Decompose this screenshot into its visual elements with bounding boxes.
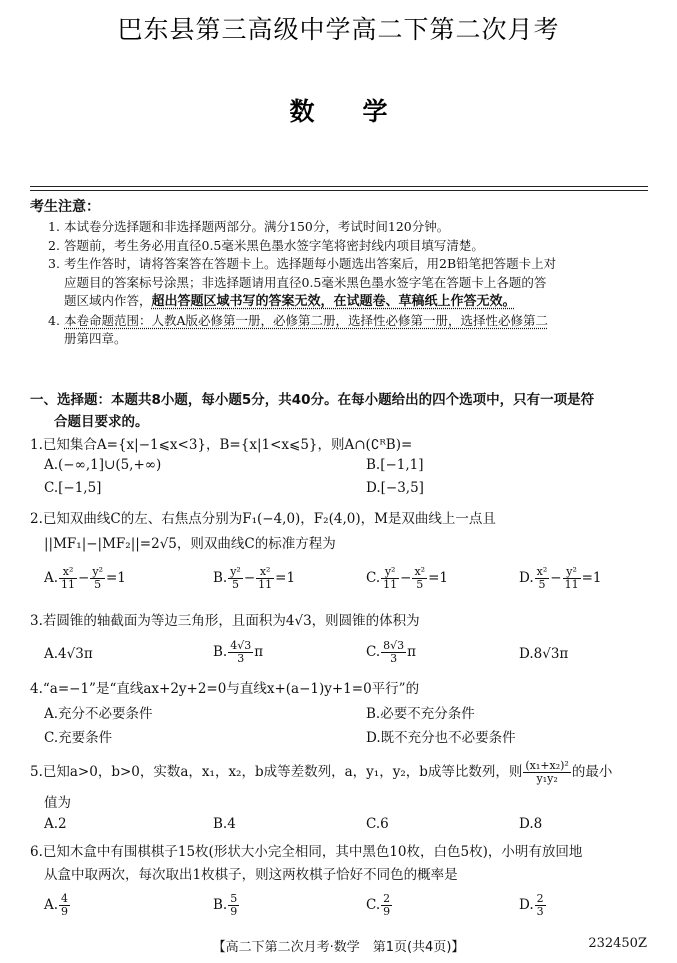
note-text: 应题目的答案标号涂黑；非选择题请用直径0.5毫米黑色墨水签字笔在答题卡上各题的答 [64,274,547,290]
note-item [48,237,658,256]
note-number: 1. [48,219,60,234]
fraction: $\frac{5}{9}$ [230,892,238,918]
question-5-option-c: C.6 [366,816,389,832]
note-number: 2. [48,237,60,253]
question-3-option-d: D.8√3π [519,646,569,662]
note-text: 册第四章。 [64,331,127,346]
question-2-option-b: B. $\frac{\text{y²}}{5}$ − $\frac{\text{x²}}{11}$ =1 [213,565,296,591]
option-label: A. [44,897,59,913]
note-text: 本卷命题范围：人教A版必修第一册，必修第二册，选择性必修第一册，选择性必修第二 [64,312,549,328]
question-6-option-b [213,893,240,918]
question-1-option-d: D.[−3,5] [366,480,424,496]
question-4-option-a: A.充分不必要条件 [44,706,153,722]
option-label: A. [44,570,59,586]
question-1-option-a: A.(−∞,1]∪(5,+∞) [44,457,162,473]
note-text: 本试卷分选择题和非选择题两部分。满分150分，考试时间120分钟。 [64,219,450,234]
fraction: $\frac{2}{9}$ [383,892,391,918]
fraction: $\frac{\text{x²}}{5}$ [414,565,426,591]
note-text-line [48,292,658,312]
question-6-option-c [366,893,393,918]
fraction: $\frac{\text{y²}}{11}$ [383,565,398,591]
note-number: 3. [48,256,60,271]
question-4-stem: 4.“a=−1”是“直线ax+2y+2=0与直线x+(a−1)y+1=0平行”的 [30,681,420,697]
question-3-option-b: B. $\frac{4√3}{3}$ π [213,639,264,665]
footer-text: 【高二下第二次月考·数学 第1页(共4页)】 [212,940,465,955]
fraction: $\frac{\text{(x₁+x₂)²}}{\text{y₁y₂}}$ [525,759,569,785]
section-heading-line: 合题目要求的。 [54,414,149,430]
fraction: $\frac{8√3}{3}$ [383,639,405,665]
fraction: $\frac{\text{y²}}{11}$ [564,565,579,591]
question-3-option-a: A.4√3π [44,646,93,662]
notes-title: 考生注意： [30,199,100,215]
question-2-stem: 2.已知双曲线C的左、右焦点分别为F₁(−4,0)，F₂(4,0)，M是双曲线上一点且 [30,511,496,527]
option-label: D. [519,570,534,586]
note-text: 考生作答时，请将答案答在答题卡上。选择题每小题选出答案后，用2B铅笔把答题卡上对 [64,256,557,271]
fraction: $\frac{2}{3}$ [536,892,544,918]
question-3-stem: 3.若圆锥的轴截面为等边三角形，且面积为4√3，则圆锥的体积为 [30,613,420,629]
question-4-option-b: B.必要不充分条件 [366,706,475,722]
question-1-option-b: B.[−1,1] [366,457,424,473]
fraction: $\frac{\text{x²}}{5}$ [536,565,548,591]
fraction: $\frac{\text{x²}}{11}$ [61,565,76,591]
note-item [48,218,658,237]
fraction: $\frac{\text{y²}}{5}$ [92,565,103,591]
fraction: $\frac{4}{9}$ [61,892,69,918]
question-1-option-c: C.[−1,5] [44,480,102,496]
question-6-option-a [44,893,71,918]
question-6-option-d [519,893,547,918]
option-label: C. [366,570,381,586]
paper-code: 232450Z [588,936,647,951]
note-text: 答题前，考生务必用直径0.5毫米黑色墨水签字笔将密封线内项目填写清楚。 [64,237,484,253]
question-3-option-c: C. $\frac{8√3}{3}$ π [366,639,417,665]
question-2-option-a: A. $\frac{\text{x²}}{11}$ − $\frac{\text{y²}}{5}$ =1 [44,565,126,591]
question-5-stem [30,760,670,785]
question-2-option-c: C. $\frac{\text{y²}}{11}$ − $\frac{\text{x²}}{5}$ =1 [366,565,448,591]
option-label: B. [213,570,228,586]
question-1-stem: 1.已知集合A={x|−1⩽x<3}，B={x|1<x⩽5}，则A∩(∁ᴿB)= [30,437,413,453]
question-6-stem-cont: 从盒中取两次，每次取出1枚棋子，则这两枚棋子恰好不同色的概率是 [44,867,458,883]
subject-title: 数学 [289,97,436,126]
header-divider [30,186,648,187]
question-5-option-d: D.8 [519,816,543,832]
question-6-stem: 6.已知木盒中有围棋棋子15枚(形状大小完全相同，其中黑色10枚，白色5枚)，小明有放回地 [30,844,583,860]
page-footer [0,936,677,955]
note-text: 题区域内作答， [64,293,152,308]
header-divider [30,190,648,191]
question-text: 5.已知a>0，b>0，实数a，x₁，x₂，b成等差数列，a，y₁，y₂，b成等比数列，则 [30,764,523,780]
question-2-stem-cont: ||MF₁|−|MF₂||=2√5，则双曲线C的标准方程为 [44,536,336,552]
note-item [48,312,658,349]
fraction: $\frac{\text{y²}}{5}$ [230,565,241,591]
note-emphasis: 超出答题区域书写的答案无效，在试题卷、草稿纸上作答无效。 [151,294,516,309]
exam-title: 巴东县第三高级中学高二下第二次月考 [117,15,560,44]
question-2-option-d: D. $\frac{\text{x²}}{5}$ − $\frac{\text{y²}}{11}$ =1 [519,565,602,591]
note-number: 4. [48,312,60,328]
option-label: C. [366,644,381,660]
notes-list [48,218,658,349]
section-heading [30,389,655,433]
question-4-option-d: D.既不充分也不必要条件 [366,730,516,746]
option-label: B. [213,644,228,660]
note-item [48,255,658,312]
question-5-option-b: B.4 [213,816,236,832]
question-4-option-c: C.充要条件 [44,730,113,746]
option-label: B. [213,897,228,913]
question-5-option-a: A.2 [44,816,67,832]
option-label: C. [366,897,381,913]
question-text: 的最小 [571,764,613,780]
fraction: $\frac{4√3}{3}$ [230,639,252,665]
section-heading-line: 一、选择题：本题共8小题，每小题5分，共40分。在每小题给出的四个选项中，只有一项是符 [30,392,595,408]
option-label: D. [519,897,534,913]
question-5-stem-cont: 值为 [44,795,71,811]
fraction: $\frac{\text{x²}}{11}$ [258,565,273,591]
